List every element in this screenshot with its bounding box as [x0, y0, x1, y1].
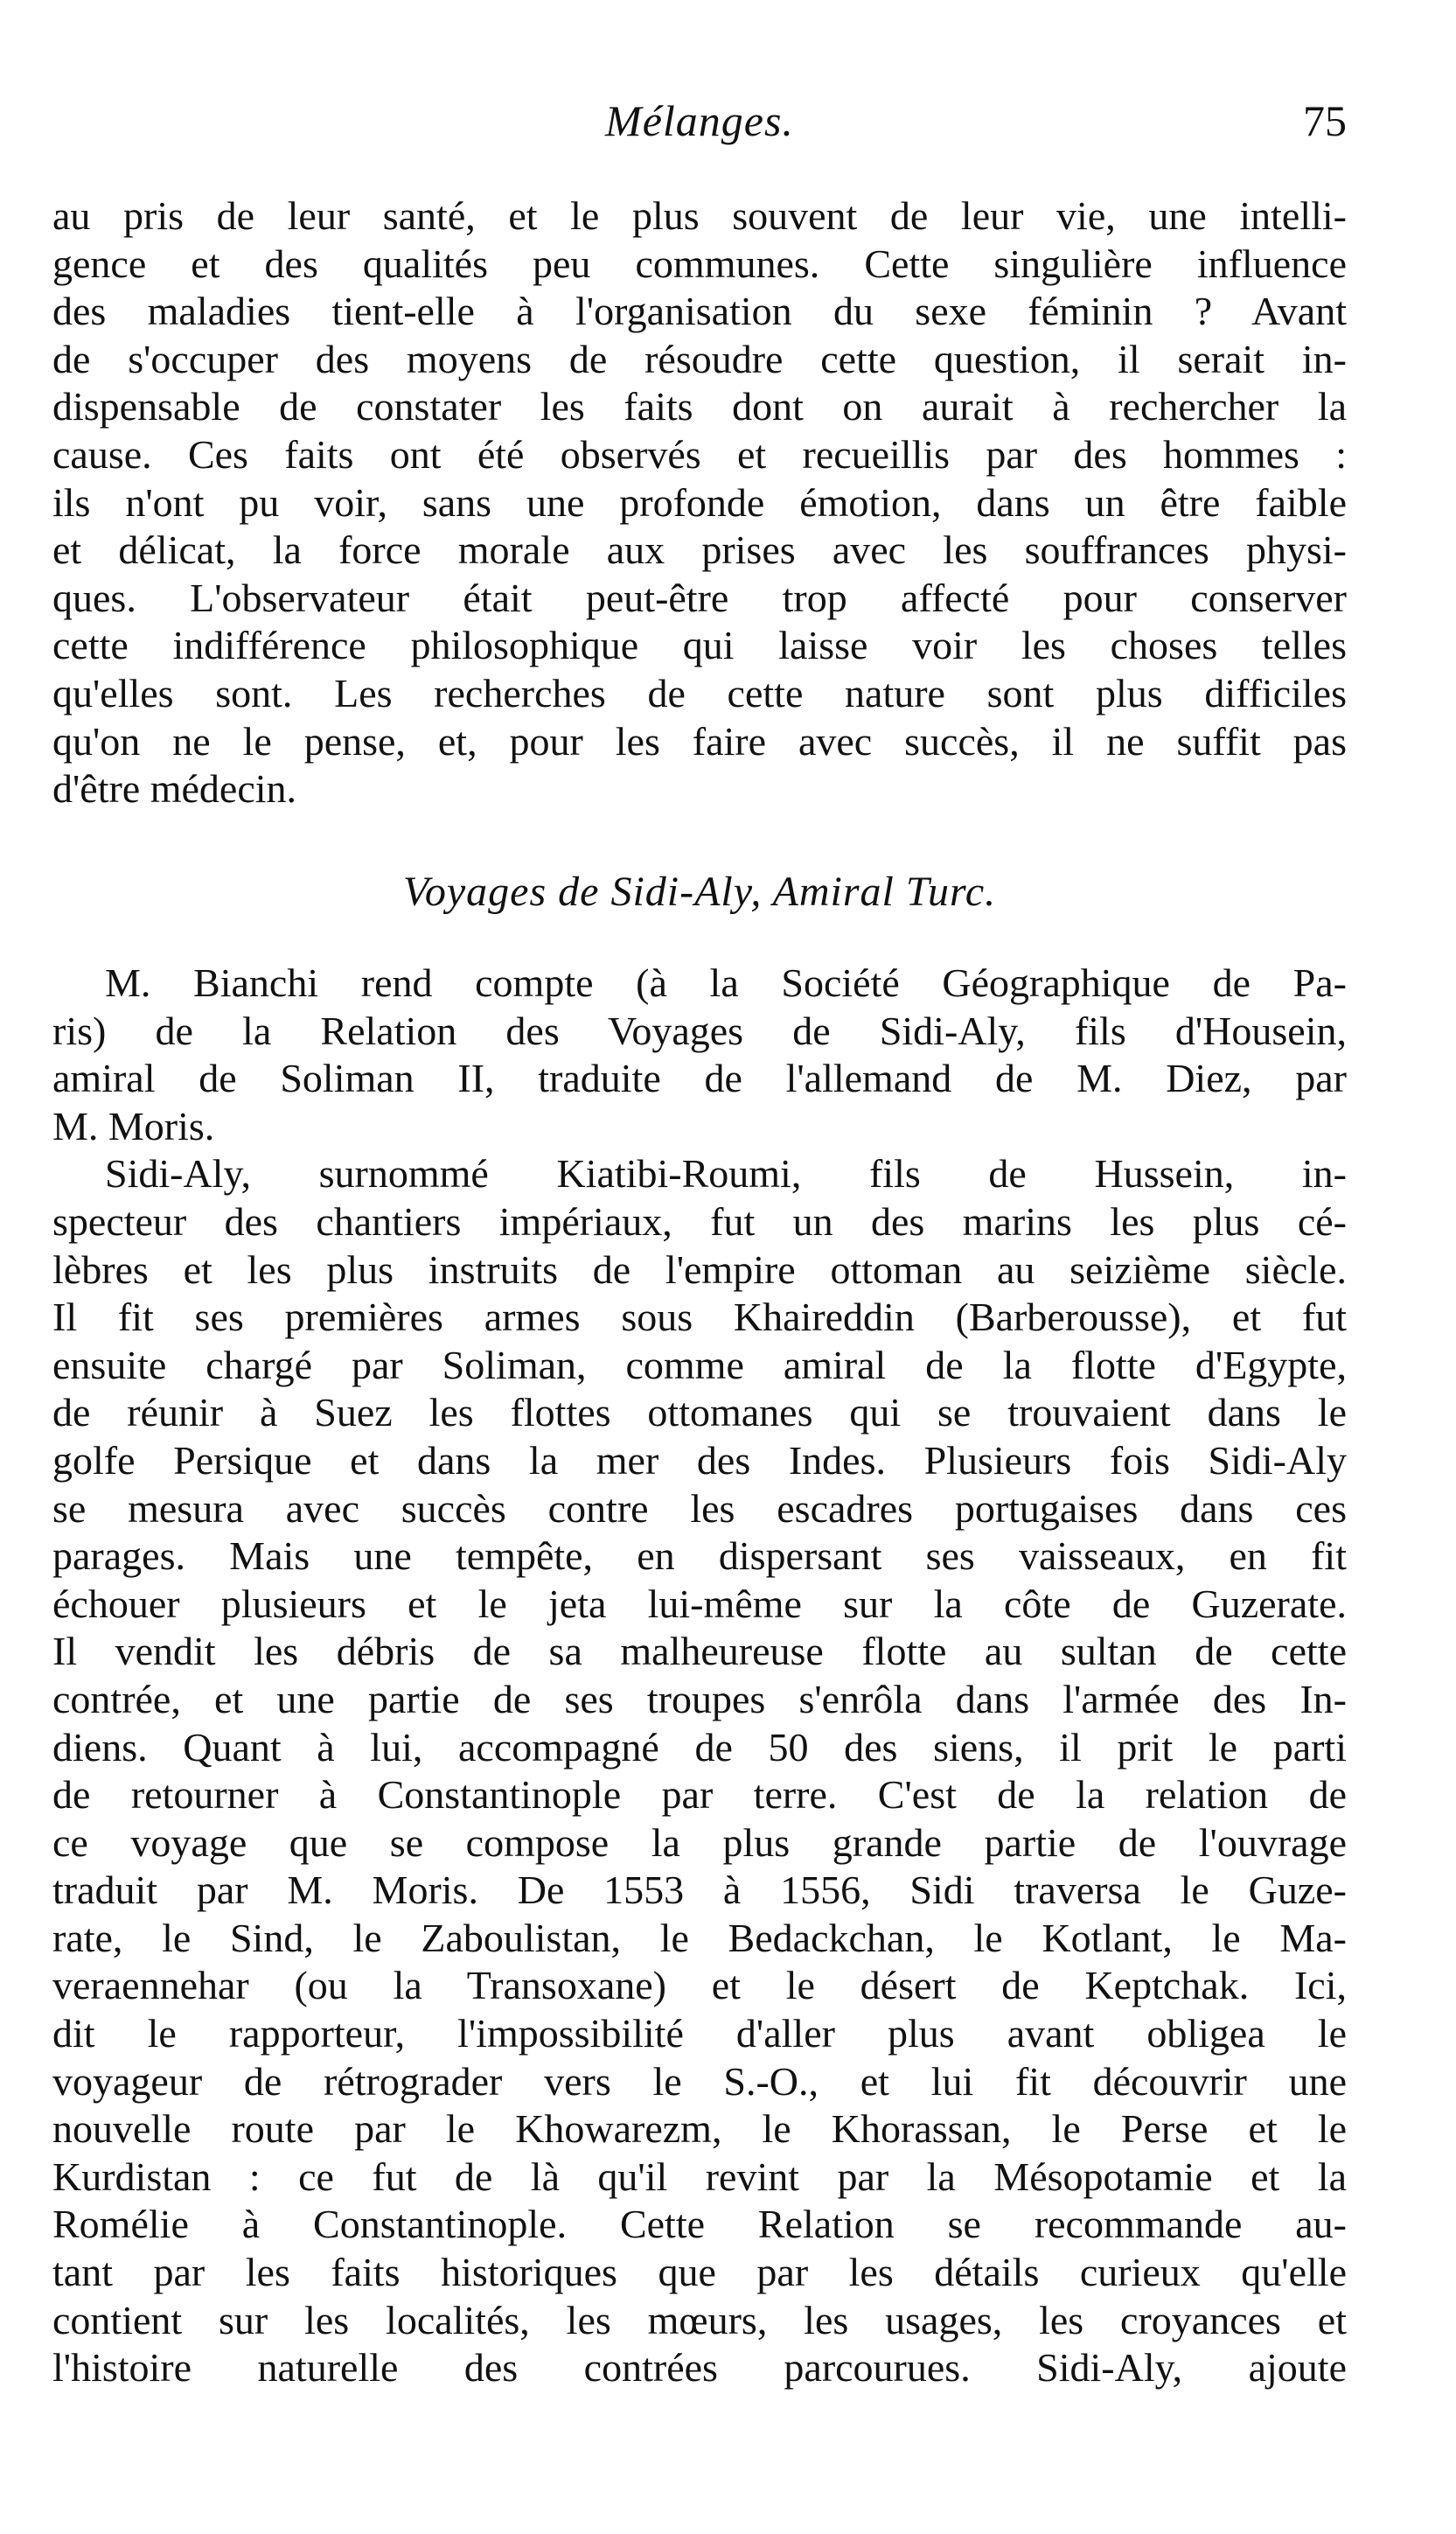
running-head — [52, 86, 1347, 156]
text-line: se mesura avec succès contre les escadres portugaises dans ces — [52, 1485, 1347, 1531]
text-line: Kurdistan : ce fut de là qu'il revint par la Mésopotamie et la — [52, 2154, 1347, 2199]
text-line: au pris de leur santé, et le plus souvent de leur vie, une intelli- — [52, 193, 1347, 238]
text-line: ensuite chargé par Soliman, comme amiral de la flotte d'Egypte, — [52, 1342, 1347, 1387]
text-line: cause. Ces faits ont été observés et recueillis par des hommes : — [52, 431, 1347, 477]
page-number: 75 — [1303, 96, 1347, 145]
text-line: amiral de Soliman II, traduite de l'allemand de M. Diez, par — [52, 1056, 1347, 1101]
text-line: qu'on ne le pense, et, pour les faire avec succès, il ne suffit pas — [52, 718, 1347, 764]
text-line: lèbres et les plus instruits de l'empire ottoman au seizième siècle. — [52, 1246, 1347, 1292]
text-line: M. Moris. — [52, 1103, 215, 1148]
text-line: contrée, et une partie de ses troupes s'enrôla dans l'armée des In- — [52, 1676, 1347, 1721]
text-line: d'être médecin. — [52, 766, 297, 812]
text-line: golfe Persique et dans la mer des Indes. Plusieurs fois Sidi-Aly — [52, 1437, 1347, 1483]
text-line: ils n'ont pu voir, sans une profonde émotion, dans un être faible — [52, 479, 1347, 525]
text-line: de retourner à Constantinople par terre. C'est de la relation de — [52, 1772, 1347, 1818]
section-title: Voyages de Sidi-Aly, Amiral Turc. — [402, 869, 997, 915]
text-line: ques. L'observateur était peut-être trop affecté pour conserver — [52, 575, 1347, 620]
text-line: l'histoire naturelle des contrées parcourues. Sidi-Aly, ajoute — [52, 2345, 1347, 2391]
text-line: échouer plusieurs et le jeta lui-même sur la côte de Guzerate. — [52, 1581, 1347, 1626]
text-line: Sidi-Aly, surnommé Kiatibi-Roumi, fils de Hussein, in- — [105, 1151, 1347, 1197]
text-line: Romélie à Constantinople. Cette Relation se recommande au- — [52, 2202, 1347, 2247]
text-line: ce voyage que se compose la plus grande partie de l'ouvrage — [52, 1819, 1347, 1865]
text-line: ris) de la Relation des Voyages de Sidi-Aly, fils d'Housein, — [52, 1008, 1347, 1053]
text-line: parages. Mais une tempête, en dispersant ses vaisseaux, en fit — [52, 1533, 1347, 1579]
text-line: cette indifférence philosophique qui laisse voir les choses telles — [52, 623, 1347, 668]
text-line: diens. Quant à lui, accompagné de 50 des siens, il prit le parti — [52, 1724, 1347, 1770]
text-line: rate, le Sind, le Zaboulistan, le Bedackchan, le Kotlant, le Ma- — [52, 1915, 1347, 1960]
text-line: des maladies tient-elle à l'organisation du sexe féminin ? Avant — [52, 289, 1347, 334]
text-line: Il vendit les débris de sa malheureuse flotte au sultan de cette — [52, 1629, 1347, 1674]
text-line: veraennehar (ou la Transoxane) et le désert de Keptchak. Ici, — [52, 1963, 1347, 2008]
running-head-title: Mélanges. — [605, 96, 794, 145]
text-line: de s'occuper des moyens de résoudre cette question, il serait in- — [52, 336, 1347, 381]
text-line: contient sur les localités, les mœurs, les usages, les croyances et — [52, 2297, 1347, 2342]
text-line: M. Bianchi rend compte (à la Société Géographique de Pa- — [105, 960, 1347, 1005]
text-line: Il fit ses premières armes sous Khaireddin (Barberousse), et fut — [52, 1295, 1347, 1340]
text-line: et délicat, la force morale aux prises avec les souffrances physi- — [52, 527, 1347, 573]
text-line: gence et des qualités peu communes. Cette singulière influence — [52, 241, 1347, 286]
article-body — [52, 960, 1347, 2392]
text-line: qu'elles sont. Les recherches de cette nature sont plus difficiles — [52, 670, 1347, 716]
paragraph-continued — [52, 192, 1347, 813]
text-line: dispensable de constater les faits dont on aurait à rechercher la — [52, 384, 1347, 429]
text-line: dit le rapporteur, l'impossibilité d'aller plus avant obligea le — [52, 2011, 1347, 2056]
text-line: specteur des chantiers impériaux, fut un des marins les plus cé- — [52, 1198, 1347, 1244]
text-line: nouvelle route par le Khowarezm, le Khorassan, le Perse et le — [52, 2106, 1347, 2152]
text-line: traduit par M. Moris. De 1553 à 1556, Sidi traversa le Guze- — [52, 1867, 1347, 1913]
text-line: voyageur de rétrograder vers le S.-O., et lui fit découvrir une — [52, 2058, 1347, 2104]
text-line: tant par les faits historiques que par les détails curieux qu'elle — [52, 2250, 1347, 2295]
text-line: de réunir à Suez les flottes ottomanes qui se trouvaient dans le — [52, 1390, 1347, 1435]
